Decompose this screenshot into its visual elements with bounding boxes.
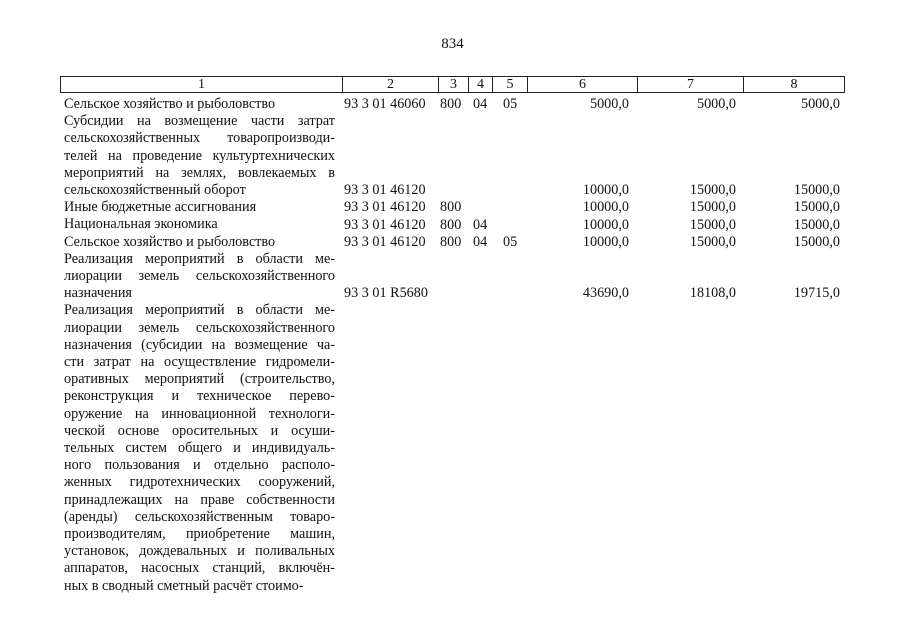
amount-col-6: 10000,0 (582, 216, 629, 233)
description-line: тельных систем общего и индивидуаль- (64, 440, 335, 457)
description-line: аппаратов, насосных станций, включён- (64, 560, 335, 577)
expense-type: 800 (440, 96, 462, 113)
description-line: назначения (субсидии на возмещение ча- (64, 336, 335, 353)
table-row (0, 96, 905, 113)
amount-col-7: 15000,0 (689, 233, 736, 250)
description-line: производителям, приобретение машин, (64, 526, 335, 543)
description-line: Иные бюджетные ассигнования (64, 199, 257, 216)
table-row (0, 113, 905, 199)
amount-col-8: 15000,0 (793, 216, 840, 233)
description-line: Сельское хозяйство и рыболовство (64, 233, 276, 250)
table-row (0, 302, 905, 594)
header-col-4: 4 (469, 77, 493, 92)
row-values (0, 217, 905, 234)
table-body (0, 96, 905, 595)
description-line: сельскохозяйственных товаропроизводи- (64, 130, 335, 147)
header-col-8: 8 (790, 77, 798, 92)
expense-type: 800 (440, 199, 462, 216)
description-line: лиорации земель сельскохозяйственного (64, 319, 335, 336)
header-col-2: 2 (343, 77, 439, 92)
table-row (0, 216, 905, 233)
amount-col-6: 10000,0 (582, 199, 629, 216)
header-col-6: 6 (528, 77, 638, 92)
target-article-code: 93 3 01 R5680 (344, 285, 428, 302)
row-values (0, 182, 905, 199)
header-col-3: 3 (439, 77, 469, 92)
row-values (0, 199, 905, 216)
amount-col-8: 19715,0 (793, 285, 840, 302)
description-line: принадлежащих на праве собственности (64, 491, 335, 508)
amount-col-7: 5000,0 (696, 96, 736, 113)
amount-col-8: 15000,0 (793, 233, 840, 250)
description-line: ного пользования и отдельно располо- (64, 457, 335, 474)
amount-col-7: 18108,0 (689, 285, 736, 302)
description-line: оружение на инновационной технологи- (64, 405, 335, 422)
description-line: ных в сводный сметный расчёт стоимо- (64, 577, 304, 594)
description-line: назначения (64, 285, 132, 302)
expense-type: 800 (440, 233, 462, 250)
row-values (0, 285, 905, 302)
header-col-7: 7 (638, 77, 744, 92)
amount-col-7: 15000,0 (689, 182, 736, 199)
target-article-code: 93 3 01 46120 (344, 233, 426, 250)
amount-col-6: 10000,0 (582, 182, 629, 199)
description-line: реконструкция и техническое перево- (64, 388, 335, 405)
amount-col-7: 15000,0 (689, 199, 736, 216)
row-values (0, 96, 905, 113)
description-line: Сельское хозяйство и рыболовство (64, 96, 276, 112)
table-header (60, 76, 845, 93)
section-code: 04 (473, 216, 488, 233)
description-line: (аренды) сельскохозяйственным товаро- (64, 508, 335, 525)
subsection-code: 05 (503, 233, 518, 250)
description-line: женных гидротехнических сооружений, (64, 474, 335, 491)
description-line: Национальная экономика (64, 216, 218, 233)
target-article-code: 93 3 01 46060 (344, 96, 426, 113)
table-row (0, 199, 905, 216)
section-code: 04 (473, 96, 488, 113)
description-line: Реализация мероприятий в области ме- (64, 302, 335, 319)
target-article-code: 93 3 01 46120 (344, 182, 426, 199)
target-article-code: 93 3 01 46120 (344, 216, 426, 233)
target-article-code: 93 3 01 46120 (344, 199, 426, 216)
amount-col-6: 43690,0 (582, 285, 629, 302)
table-row (0, 251, 905, 303)
description-line: ческой основе оросительных и осуши- (64, 422, 335, 439)
amount-col-6: 10000,0 (582, 233, 629, 250)
description-line: телей на проведение культуртехнических (64, 147, 335, 164)
subsection-code: 05 (503, 96, 518, 113)
header-col-5: 5 (493, 77, 528, 92)
page-number: 834 (441, 36, 464, 52)
row-values (0, 234, 905, 251)
row-description (64, 302, 335, 594)
amount-col-7: 15000,0 (689, 216, 736, 233)
description-line: лиорации земель сельскохозяйственного (64, 268, 335, 285)
row-values (0, 578, 905, 595)
amount-col-8: 5000,0 (800, 96, 840, 113)
amount-col-8: 15000,0 (793, 182, 840, 199)
table-row (0, 234, 905, 251)
amount-col-8: 15000,0 (793, 199, 840, 216)
header-col-1: 1 (61, 77, 343, 92)
amount-col-6: 5000,0 (589, 96, 629, 113)
description-line: сельскохозяйственный оборот (64, 182, 246, 199)
description-line: установок, дождевальных и поливальных (64, 543, 335, 560)
description-line: Реализация мероприятий в области ме- (64, 250, 335, 267)
expense-type: 800 (440, 216, 462, 233)
section-code: 04 (473, 233, 488, 250)
description-line: сти затрат на осуществление гидромели- (64, 354, 335, 371)
description-line: Субсидии на возмещение части затрат (64, 113, 335, 130)
description-line: мероприятий на землях, вовлекаемых в (64, 164, 335, 181)
description-line: оративных мероприятий (строительство, (64, 371, 335, 388)
